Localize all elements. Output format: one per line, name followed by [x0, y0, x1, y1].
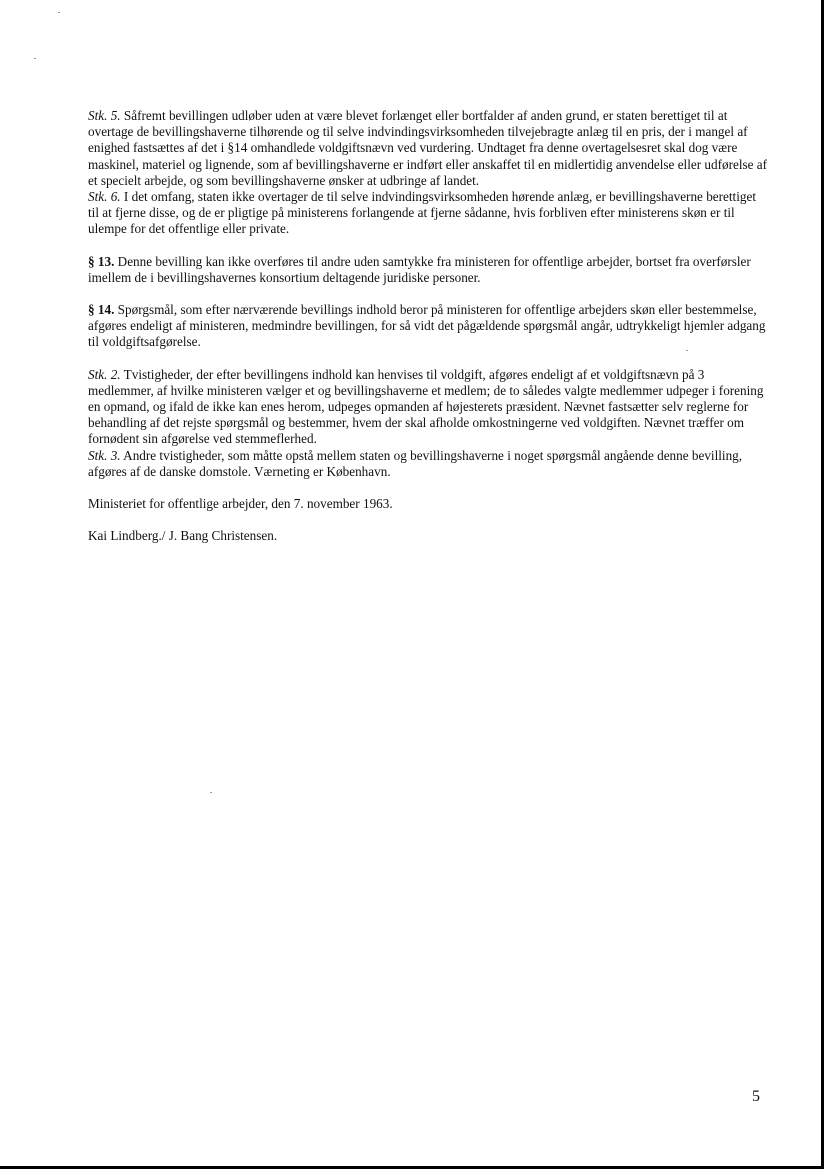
paragraph-text: I det omfang, staten ikke overtager de til selve indvindingsvirksomheden hørende anlæg, er bevillingshaverne berettiget til at fjerne disse, og de er pligtige på ministerens forlangende at fjerne sådanne, hvis forbliven efter ministerens skøn er til ulempe for det offentlige eller private. [88, 189, 756, 237]
paragraph-text: Spørgsmål, som efter nærværende bevillings indhold beror på ministeren for offentlige arbejders skøn eller bestemmelse, afgøres endeligt af ministeren, medmindre bevillingen, for så vidt det pågældende spørgsmål angår, udtrykkeligt hjemler adgang til voldgiftsafgørelse. [88, 302, 766, 350]
paragraph-stk-5 [88, 108, 768, 189]
signature-line: Kai Lindberg./ J. Bang Christensen. [88, 528, 278, 544]
paragraph-text: Tvistigheder, der efter bevillingens indhold kan henvises til voldgift, afgøres endeligt af et voldgiftsnævn på 3 medlemmer, af hvilke ministeren vælger et og bevillingshaverne et medlem; de to således valgte medlemmer udpeger i forening en opmand, og ifald de ikke kan enes herom, udpeges opmanden af højesterets præsident. Nævnet fastsætter selv reglerne for behandling af det rejste spørgsmål og bestemmer, hvem der skal afholde omkostningerne ved voldgiften. Nævnet træffer om fornødent sin afgørelse ved stemmeflerhed. [88, 366, 764, 447]
closing-line: Ministeriet for offentlige arbejder, den 7. november 1963. [88, 496, 393, 512]
paragraph-stk-2 [88, 367, 768, 448]
stk-label: Stk. 3. [88, 447, 121, 463]
stk-label: Stk. 2. [88, 366, 121, 382]
section-label: § 14. [88, 302, 115, 318]
scan-speck [58, 12, 60, 13]
scan-speck [34, 58, 36, 59]
paragraph-text: Såfremt bevillingen udløber uden at være blevet forlænget eller bortfalder af anden grund, er staten berettiget til at overtage de bevillingshaverne tilhørende og til selve indvindingsvirksomheden tilvejebragte anlæg til en pris, der i mangel af enighed fastsættes af det i §14 omhandlede voldgiftsnævn ved vurdering. Undtaget fra denne overtagelsesret skal dog være maskinel, materiel og lignende, som af bevillingshaverne er indført eller anskaffet til en midlertidig anvendelse eller udførelse af et specielt arbejde, og som bevillingshaverne ønsker at udbringe af landet. [88, 108, 768, 188]
paragraph-stk-3 [88, 448, 768, 480]
scan-speck [686, 350, 688, 351]
paragraph-text: Denne bevilling kan ikke overføres til andre uden samtykke fra ministeren for offentlige arbejder, bortset fra overførsler imellem de i bevillingshavernes konsortium deltagende juridiske personer. [88, 253, 751, 285]
page-number: 5 [752, 1088, 760, 1105]
paragraph-stk-6 [88, 189, 768, 238]
document-body [88, 108, 768, 544]
section-label: § 13. [88, 253, 115, 269]
section-13 [88, 254, 768, 286]
paragraph-text: Andre tvistigheder, som måtte opstå mellem staten og bevillingshaverne i noget spørgsmål angående denne bevilling, afgøres af de danske domstole. Værneting er København. [88, 447, 743, 479]
section-14 [88, 302, 768, 351]
stk-label: Stk. 5. [88, 108, 121, 123]
stk-label: Stk. 6. [88, 189, 121, 205]
scan-speck [210, 792, 212, 793]
